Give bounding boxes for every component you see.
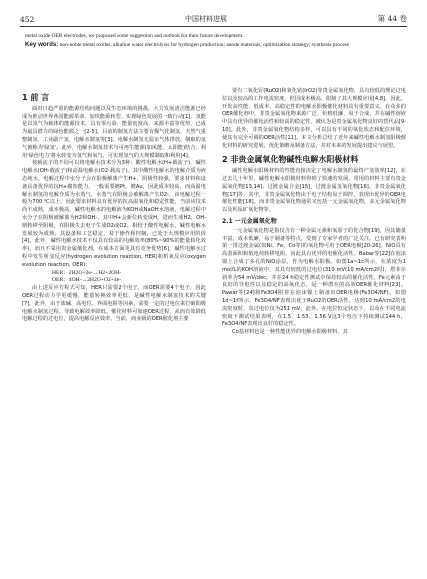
section-1-title: 1 前 言 <box>22 93 50 102</box>
section-1-para-1: 面对日趋严重的能源结构问题以及生态环境的挑战，大力发展清洁能源已经成为推动世界各国能源革命、加快能源转型、实现绿色发展的一致行动[1]。氢能是以氢气为载体的能源技术，具有零污染、能量密度高、来源丰富等优势，已成为最具潜力的绿色能源之一[2-5]。目前的制氢方法主要有煤气化制氢、天然气重整制氢、工业副产氢、电解水制氢等[3]。电解水制氢无温室气体排放，制取的氢气被称为'绿氢'。此外，电解水制氢技术与可再生能源(如风能、太阳能)结合，利用'绿色电力'将水转变为氢气和氧气，可实现氢气的大规模制取和利用[4]。 <box>22 105 206 159</box>
section-2-para-1: 碱性电解水阳极材料的性能直接决定了电解水制氢的最终产氢效率[12]，在过去几十年里，碱性电解水阳极材料得到了快速的发展。常用的材料主要有贵金属氧化物[13,14]、过渡金属合金[15]、过渡金属氢氧化物[16]、非贵金属氧化物[17]等。其中，非贵金属氧化物由于电子结构易于调控、表现出优异的OER电催化性能[18]。而非贵金属氧化物通常又包括一元金属氧化物，多元金属氧化物以及钙钛矿氧化物等。 <box>222 168 406 214</box>
intro-continued: 要有二氧化钌(RuO2)和氧化铱(IrO2)等贵金属氧化物，具有较低的理论过电位以及较高的工作电流密度，但因成本极高，限制了其大规模应用[4,8]。因此，开发高性能、低成本、高稳定性的电解水阳极催化材料具有重要意义。在众多的OER催化剂中，非贵金属氧化物来源广泛、价格低廉、易于合成，并在碱性溶液中具有优异的催化活性和较高的稳定性，被认为是贵金属氧化物良好的替代品[9-10]。此外，非贵金属氧化物结构多样，可以具有不同的氧化状态和配位环境，使其有完全可调的OER活性[11]。本文分析总结了近年来碱性电解水制氢阳极催化材料的研究进展，优化策略及制备方法，并对未来的发展提出建议与展望。 <box>222 88 406 149</box>
section-2-para-2: 一元金属氧化物是指仅含有一种金属元素和氧原子的化合物[19]，因其储量丰富、成本低廉、易于制备等特点，受到了专家学者的广泛关注。已有研究表明第一排过渡金属(如Ni、Fe、Co等)的氧化物可用于OER电极[20-26]。NiO具有高表面积和低电荷转移电阻，因此具有优异的电催化活性。Babar等[22]在泡沫镍上合成了多孔的NiO涂层，作为电解水阳极。如图1a~1c所示，在浓度为1 mol/L的KOH溶液中，其具有较低的过电位(310 mV(10 mA/cm2时)，塔菲尔斜率为54 mV/dec，并在24 h稳定性测试中保持较高的催化活性。Fe元素由于良好的导电性以及稳定的高氧化态，是一种潜在的高效OER催化材料[23]。Pawar等[24]将Fe3O4附着在泡沫镍上制备出OER电极(Fe3O4/NF)。如图1d~1f所示，Fe3O4/NF表现出优于RuO2的OER活性，达到10 mA/cm2的电流密度时，其过电位仅为251 mV，此外，在电位恒定状态下，以及在不同电流密度下测试结果表明，在1.5、1.53、1.56 V这3个电压下持续测试144 h，Fe3O4/NF表现出良好的稳定性。 <box>222 227 406 328</box>
journal-name: 中国材料进展 <box>185 15 227 23</box>
keywords-label: Key words: <box>25 40 59 48</box>
keywords <box>25 41 402 50</box>
right-column <box>222 88 406 337</box>
section-1-para-3: 由上述反应方程式可知，HER只需要2个电子，而OER需要4个电子，因此OER过程动力学更缓慢，能量转换效率更低，是碱性电解水制氢技术的关键[7]。此外，由于浓碱、高电位、界面电阻等因素，需要一定的过电位来打破阳极电解水制氢过程。导致电解效率降低。催化材料可加速OER过程，从而有效降低电解过程的过电位，提高电解反应效率。当前，商业级的OER催化剂主要 <box>22 285 206 323</box>
section-2-title: 2 非贵金属氧化物碱性电解水阳极材料 <box>222 155 359 165</box>
page-header <box>20 8 407 27</box>
volume-label: 第 44 卷 <box>377 14 407 23</box>
keywords-text: non-noble metal oxides; alkaline water electrolysis for hydrogen production; anode materials; optimization strategy; synthesis process <box>59 41 349 48</box>
section-2-para-3: Co基材料也是一种性能优异的电解水阳极材料，其 <box>232 329 348 336</box>
left-column <box>22 88 206 324</box>
section-1-para-2: 按载流子的不同可以将电解水技术分为3种：酸性电解水(H+载流子)、碱性电解水(OH-载流子)和高温电解水(O2-载流子)。其中酸性电解水的电解介质为液态纯水，电解过程中水分子会在阳极解离产生H+，阴极性较强，要求材料和设备具备优异的抗H+腐蚀能力，一般需要镀Pt、镀Au，因此成本较高。而高温电解水制氢的电解介质为水蒸气，水蒸气在阴极会被解离产生O2-，该电解过程一般为700 ℃以上，因此要求材料具有优异的抗高温氧化和稳定性能，当前该技术尚不成熟，成本极高。碱性电解水的电解液为KOH或NaOH水溶液，电解过程中水分子在阴极被解离为H2和OH-，其中H+会新位转变成H，进而生成H2，OH-则转移至阳极，在阳极失去电子生成O2或O2。相较于酸性电解水，碱性电解水发展较为成熟，其设备和工艺稳定，易于操作和控制，已处于大规模应用阶段[4]。此外，碱性电解水技术不仅具有较高的电解效率(80%~90%的能量转化效率)，而且不采用贵金属催化剂，在成本方面更具有竞争优势[6]。碱性电解水过程中发生析氢反应(hydrogen evolution reaction, HER)和析氧反应(oxygen evolution reaction, OER)： <box>22 160 206 268</box>
abstract-block <box>25 33 402 49</box>
abstract-tail: metal oxide OER electrodes, we proposed some suggestion and outlook for their future development. <box>25 33 244 39</box>
subsection-2-1-title: 2.1 一元金属氧化物 <box>222 217 277 225</box>
equation-oer: OER：4OH-→2H2O+O2+4e- <box>52 277 122 284</box>
equation-her: HER：2H2O+2e-→H2+2OH- <box>52 269 122 276</box>
page-number: 452 <box>20 15 35 24</box>
